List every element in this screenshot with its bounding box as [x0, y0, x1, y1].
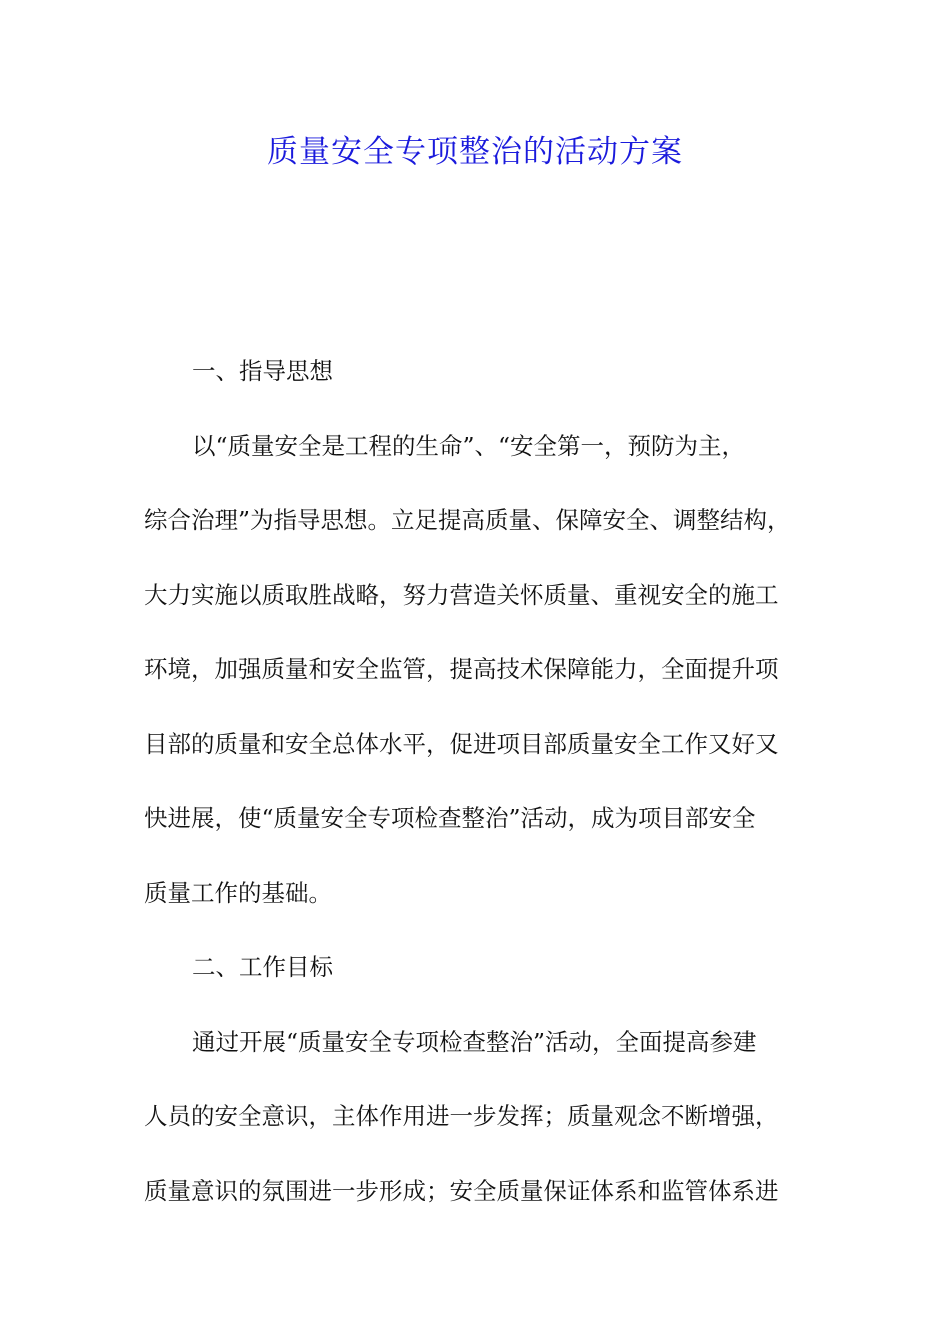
paragraph-line: 快进展，使“质量安全专项检查整治”活动，成为项目部安全 — [144, 804, 756, 832]
paragraph-line: 质量工作的基础。 — [144, 878, 332, 907]
section-heading-guiding-ideology: 一、指导思想 — [192, 357, 333, 385]
paragraph-line: 质量意识的氛围进一步形成；安全质量保证体系和监管体系进 — [144, 1176, 779, 1205]
paragraph-line: 环境，加强质量和安全监管，提高技术保障能力，全面提升项 — [144, 655, 779, 683]
paragraph-line: 综合治理”为指导思想。立足提高质量、保障安全、调整结构， — [144, 506, 791, 534]
paragraph-line: 通过开展“质量安全专项检查整治”活动，全面提高参建 — [192, 1027, 757, 1056]
paragraph-line: 人员的安全意识，主体作用进一步发挥；质量观念不断增强， — [144, 1102, 779, 1130]
document-body — [144, 334, 809, 1228]
section-heading-work-goals: 二、工作目标 — [192, 953, 333, 981]
paragraph-line: 以“质量安全是工程的生命”、“安全第一，预防为主， — [192, 431, 746, 460]
paragraph-line: 目部的质量和安全总体水平，促进项目部质量安全工作又好又 — [144, 729, 779, 758]
paragraph-line: 大力实施以质取胜战略，努力营造关怀质量、重视安全的施工 — [144, 580, 779, 609]
document-title: 质量安全专项整治的活动方案 — [267, 134, 683, 170]
